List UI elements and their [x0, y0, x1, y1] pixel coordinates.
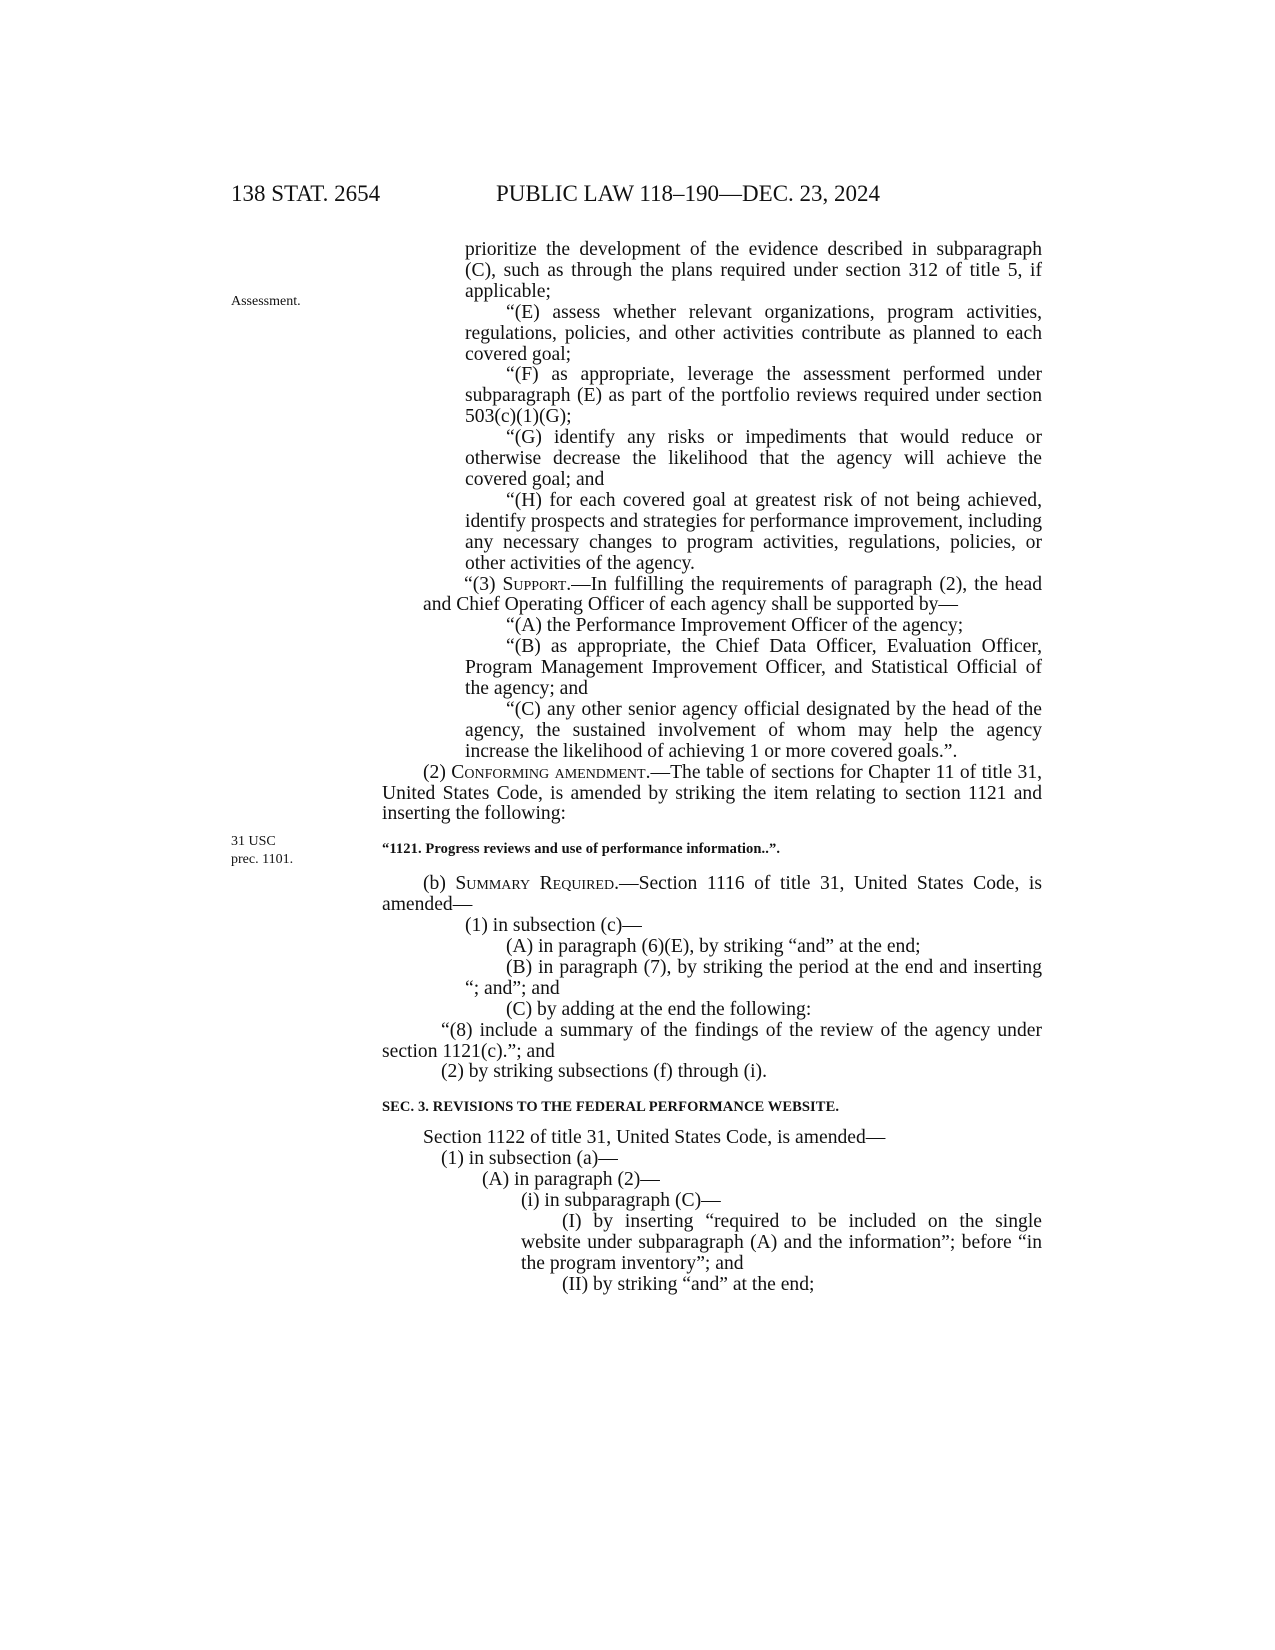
- paragraph-b-C: (C) by adding at the end the following:: [506, 998, 812, 1020]
- section-3-1: (1) in subsection (a)—: [441, 1148, 618, 1170]
- paragraph-3-support: [423, 575, 1042, 617]
- paragraph-b-A: (A) in paragraph (6)(E), by striking “and” at the end;: [506, 936, 921, 957]
- paragraph-conforming-amendment: [382, 763, 1042, 826]
- paragraph-continuation: prioritize the development of the evidence described in subparagraph (C), such as through the plans required under section 312 of title 5, if applicable;: [465, 239, 1042, 302]
- b-lead: (b): [423, 873, 456, 895]
- paragraph-F: “(F) as appropriate, leverage the assessment performed under subparagraph (E) as part of the portfolio reviews required under section 503(c)(1)(G);: [465, 364, 1042, 428]
- paragraph-3-A: “(A) the Performance Improvement Officer of the agency;: [506, 615, 964, 637]
- document-body: [0, 240, 1275, 1296]
- section-3-II: (II) by striking “and” at the end;: [562, 1273, 815, 1295]
- margin-note-usc-line1: 31 USC: [231, 834, 276, 849]
- paragraph-b-B: (B) in paragraph (7), by striking the period at the end and inserting “; and”; and: [465, 956, 1042, 999]
- table-of-sections-entry: “1121. Progress reviews and use of performance information..”.: [382, 841, 781, 858]
- section-3-heading: SEC. 3. REVISIONS TO THE FEDERAL PERFORMANCE WEBSITE.: [382, 1099, 840, 1116]
- paragraph-3-C: “(C) any other senior agency official designated by the head of the agency, the sustained involvement of whom may help the agency increase the likelihood of achieving 1 or more covered goals.”.: [465, 698, 1042, 762]
- b-body: .—Section 1116 of title 31, United States Code, is amended—: [382, 873, 1042, 916]
- conforming-lead: (2): [423, 761, 452, 783]
- paragraph-b-8: “(8) include a summary of the findings of the review of the agency under section 1121(c).”; and: [382, 1019, 1042, 1062]
- paragraph-G: “(G) identify any risks or impediments that would reduce or otherwise decrease the likelihood that the agency will achieve the covered goal; and: [465, 427, 1042, 490]
- page-running-head: PUBLIC LAW 118–190—DEC. 23, 2024: [496, 181, 881, 206]
- paragraph-3-B: “(B) as appropriate, the Chief Data Officer, Evaluation Officer, Program Management Improvement Officer, and Statistical Official of the agency; and: [465, 636, 1042, 700]
- margin-note-usc-line2: prec. 1101.: [231, 852, 294, 867]
- conforming-heading: Conforming amendment: [451, 761, 646, 783]
- section-3-i: (i) in subparagraph (C)—: [521, 1189, 721, 1211]
- conforming-body: .—The table of sections for Chapter 11 of title 31, United States Code, is amended by striking the item relating to section 1121 and inserting the following:: [382, 761, 1043, 825]
- section-3-A: (A) in paragraph (2)—: [482, 1169, 660, 1191]
- section-3-I: (I) by inserting “required to be included on the single website under subparagraph (A) and the information”; before “in the program inventory”; and: [521, 1210, 1042, 1274]
- b-heading: Summary Required: [455, 873, 615, 895]
- page-stat-citation: 138 STAT. 2654: [231, 181, 381, 206]
- paragraph-b-2: (2) by striking subsections (f) through (i).: [441, 1061, 767, 1083]
- paragraph-b-summary: [382, 874, 1042, 916]
- paragraph-3-body: .—In fulfilling the requirements of paragraph (2), the head and Chief Operating Officer of each agency shall be supported by—: [423, 573, 1042, 616]
- paragraph-E: “(E) assess whether relevant organizations, program activities, regulations, policies, and other activities contribute as planned to each covered goal;: [465, 301, 1042, 365]
- paragraph-3-lead: “(3): [464, 573, 503, 595]
- margin-note-assessment: Assessment.: [231, 294, 301, 309]
- paragraph-3-heading: Support: [502, 573, 567, 595]
- paragraph-b-1: (1) in subsection (c)—: [465, 915, 642, 937]
- section-3-intro: Section 1122 of title 31, United States Code, is amended—: [423, 1127, 886, 1149]
- paragraph-H: “(H) for each covered goal at greatest risk of not being achieved, identify prospects and strategies for performance improvement, including any necessary changes to program activities, regulations, policies, or other activities of the agency.: [465, 489, 1042, 574]
